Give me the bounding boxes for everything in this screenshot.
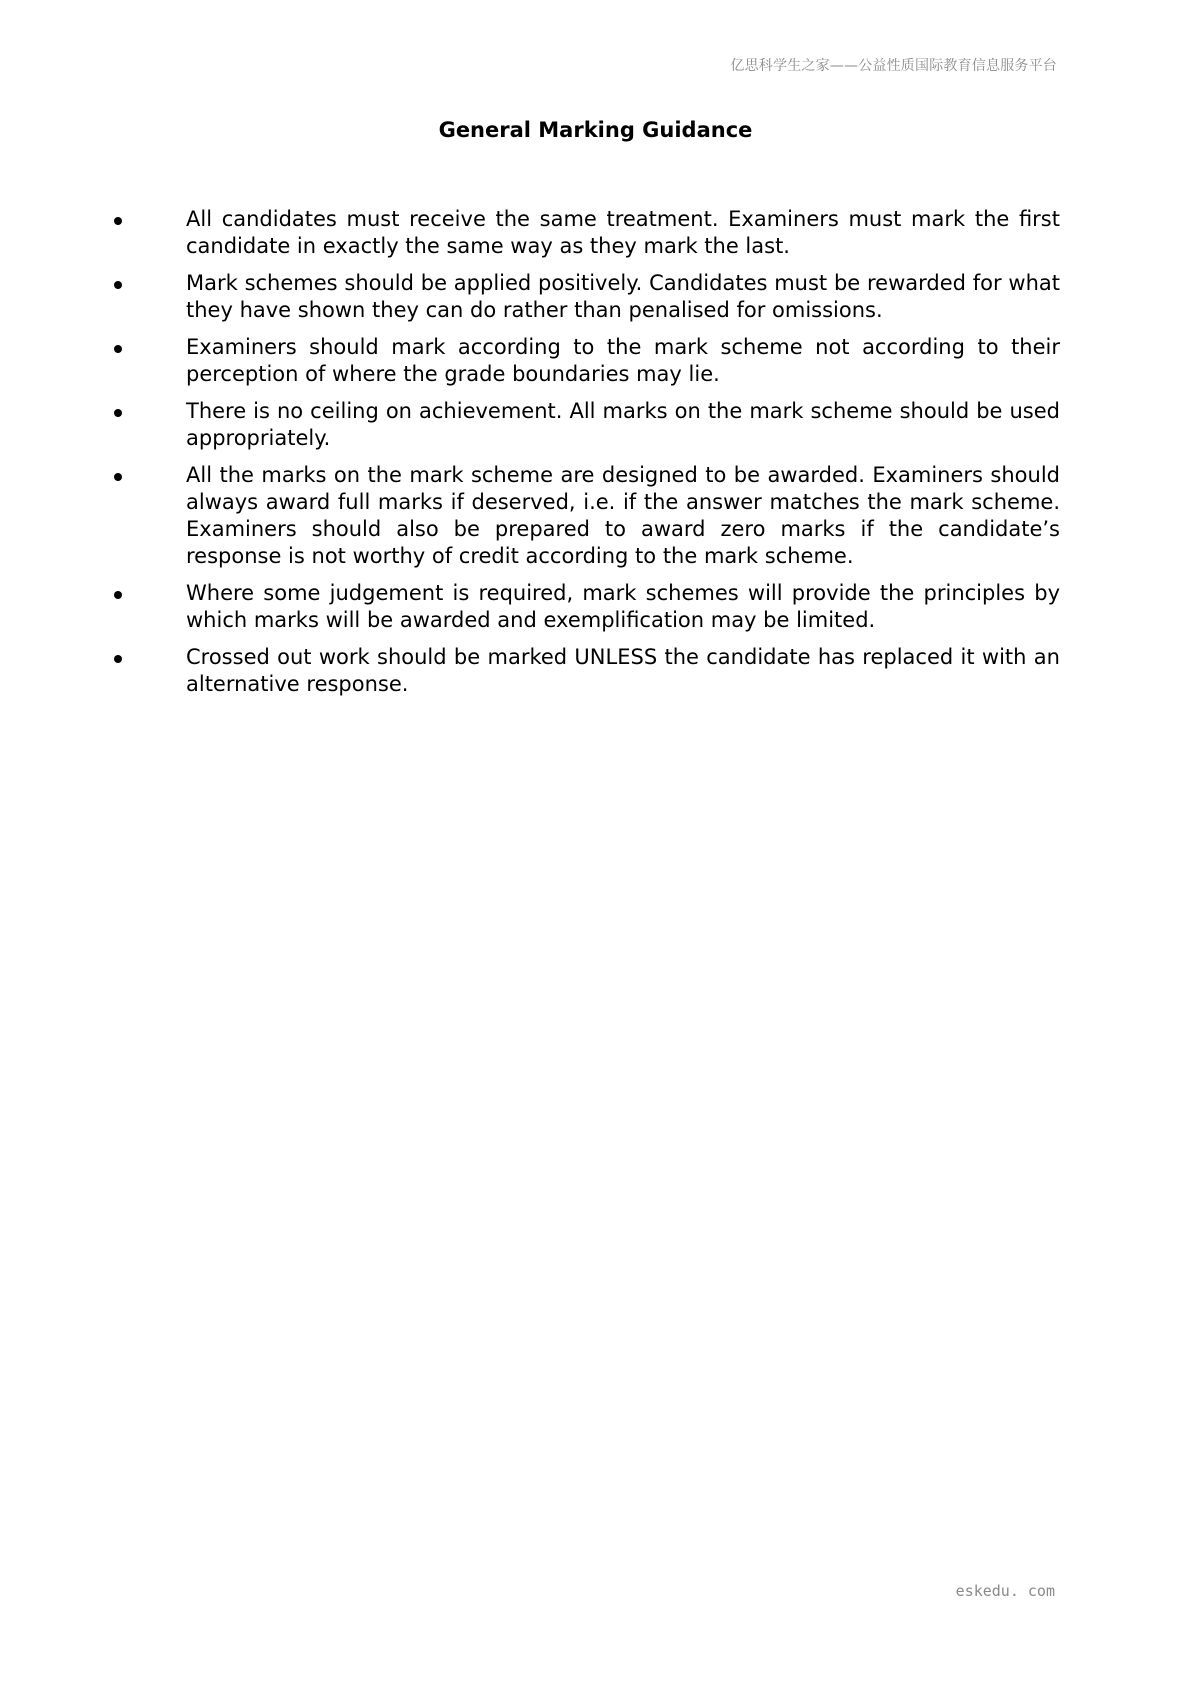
bullet-icon bbox=[114, 281, 122, 289]
list-item-text: Where some judgement is required, mark schemes will provide the principles by which marks will be awarded and exemplification may be limited. bbox=[186, 581, 1060, 632]
page-title: General Marking Guidance bbox=[438, 118, 753, 142]
list-item-text: All candidates must receive the same treatment. Examiners must mark the first candidate in exactly the same way as they mark the last. bbox=[186, 207, 1060, 258]
list-item-text: Examiners should mark according to the mark scheme not according to their perception of where the grade boundaries may lie. bbox=[186, 335, 1060, 386]
list-item-text: Crossed out work should be marked UNLESS the candidate has replaced it with an alternative response. bbox=[186, 645, 1060, 696]
footer-watermark: eskedu. com bbox=[955, 1582, 1055, 1600]
bullet-icon bbox=[114, 409, 122, 417]
guidance-list bbox=[112, 206, 1060, 708]
list-item bbox=[112, 206, 1060, 260]
list-item bbox=[112, 270, 1060, 324]
bullet-icon bbox=[114, 591, 122, 599]
list-item bbox=[112, 398, 1060, 452]
bullet-icon bbox=[114, 217, 122, 225]
bullet-icon bbox=[114, 655, 122, 663]
list-item bbox=[112, 334, 1060, 388]
header-watermark: 亿思科学生之家——公益性质国际教育信息服务平台 bbox=[730, 58, 1057, 74]
list-item-text: There is no ceiling on achievement. All marks on the mark scheme should be used appropriately. bbox=[186, 399, 1060, 450]
list-item-text: All the marks on the mark scheme are designed to be awarded. Examiners should always award full marks if deserved, i.e. if the answer matches the mark scheme. Examiners should also be prepared to award zero marks if the candidate’s response is not worthy of credit according to the mark scheme. bbox=[186, 463, 1060, 568]
list-item bbox=[112, 462, 1060, 570]
list-item bbox=[112, 580, 1060, 634]
list-item bbox=[112, 644, 1060, 698]
bullet-icon bbox=[114, 473, 122, 481]
bullet-icon bbox=[114, 345, 122, 353]
list-item-text: Mark schemes should be applied positively. Candidates must be rewarded for what they have shown they can do rather than penalised for omissions. bbox=[186, 271, 1060, 322]
